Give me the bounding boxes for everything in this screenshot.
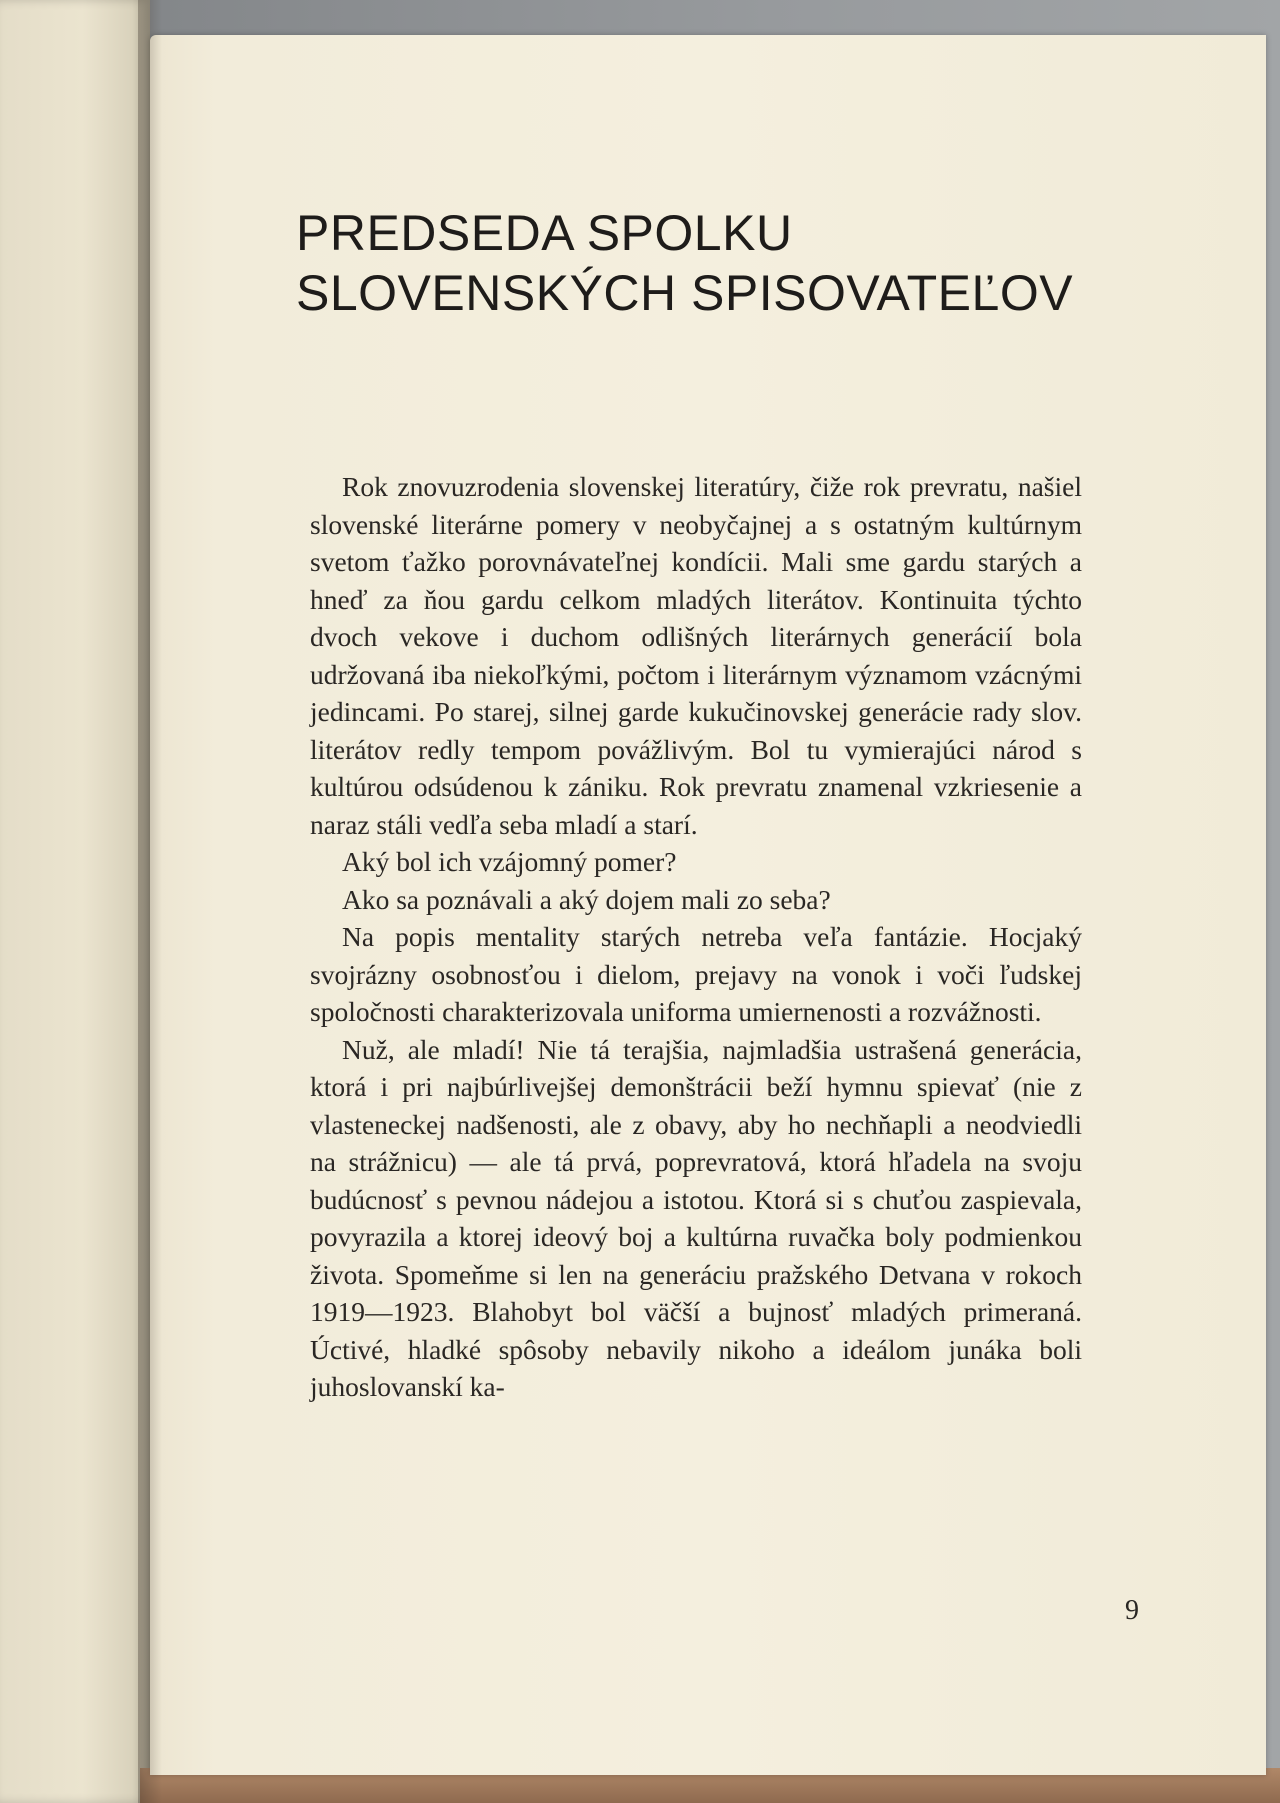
chapter-title bbox=[296, 203, 1073, 323]
paragraph: Nuž, ale mladí! Nie tá terajšia, najmladšia ustrašená generácia, ktorá i pri najbúrlivejšej demonštrácii beží hymnu spievať (nie z vlasteneckej nadšenosti, ale z obavy, aby ho nechňapli a neodviedli na strážnicu) — ale tá prvá, poprevratová, ktorá hľadela na svoju budúcnosť s pevnou nádejou a istotou. Ktorá si s chuťou zaspievala, povyrazila a ktorej ideový boj a kultúrna ruvačka boly podmienkou života. Spomeňme si len na generáciu pražského Detvana v rokoch 1919—1923. Blahobyt bol väčší a bujnosť mladých primeraná. Úctivé, hladké spôsoby nebavily nikoho a ideálom junáka boli juhoslovanskí ka- bbox=[310, 1033, 1082, 1402]
paragraph: Rok znovuzrodenia slovenskej literatúry, čiže rok prevratu, našiel slovenské literárne pomery v neobyčajnej a s ostatným kultúrnym svetom ťažko porovnávateľnej kondícii. Mali sme gardu starých a hneď za ňou gardu celkom mladých literátov. Kontinuita týchto dvoch vekove i duchom odlišných literárnych generácií bola udržovaná iba niekoľkými, počtom i literárnym významom vzácnými jedincami. Po starej, silnej garde kukučinovskej generácie rady slov. literátov redly tempom povážlivým. Bol tu vymierajúci národ s kultúrou odsúdenou k zániku. Rok prevratu znamenal vzkriesenie a naraz stáli vedľa seba mladí a starí. bbox=[310, 471, 1082, 840]
paragraph: Aký bol ich vzájomný pomer? bbox=[342, 846, 677, 877]
paragraph: Ako sa poznávali a aký dojem mali zo seba? bbox=[342, 883, 831, 915]
spine-shadow bbox=[138, 0, 162, 1803]
left-page-edge bbox=[0, 0, 150, 1803]
book-page bbox=[150, 35, 1266, 1775]
page-number: 9 bbox=[1125, 1595, 1139, 1626]
paragraph: Na popis mentality starých netreba veľa fantázie. Hocjaký svojrázny osobnosťou i dielom, prejavy na vonok i voči ľudskej spoločnosti charakterizovala uniforma umiernenosti a rozvážnosti. bbox=[310, 921, 1082, 1027]
chapter-title-line-2: SLOVENSKÝCH SPISOVATEĽOV bbox=[296, 265, 1074, 321]
body-text bbox=[310, 468, 1082, 1406]
chapter-title-line-1: PREDSEDA SPOLKU bbox=[296, 205, 793, 261]
